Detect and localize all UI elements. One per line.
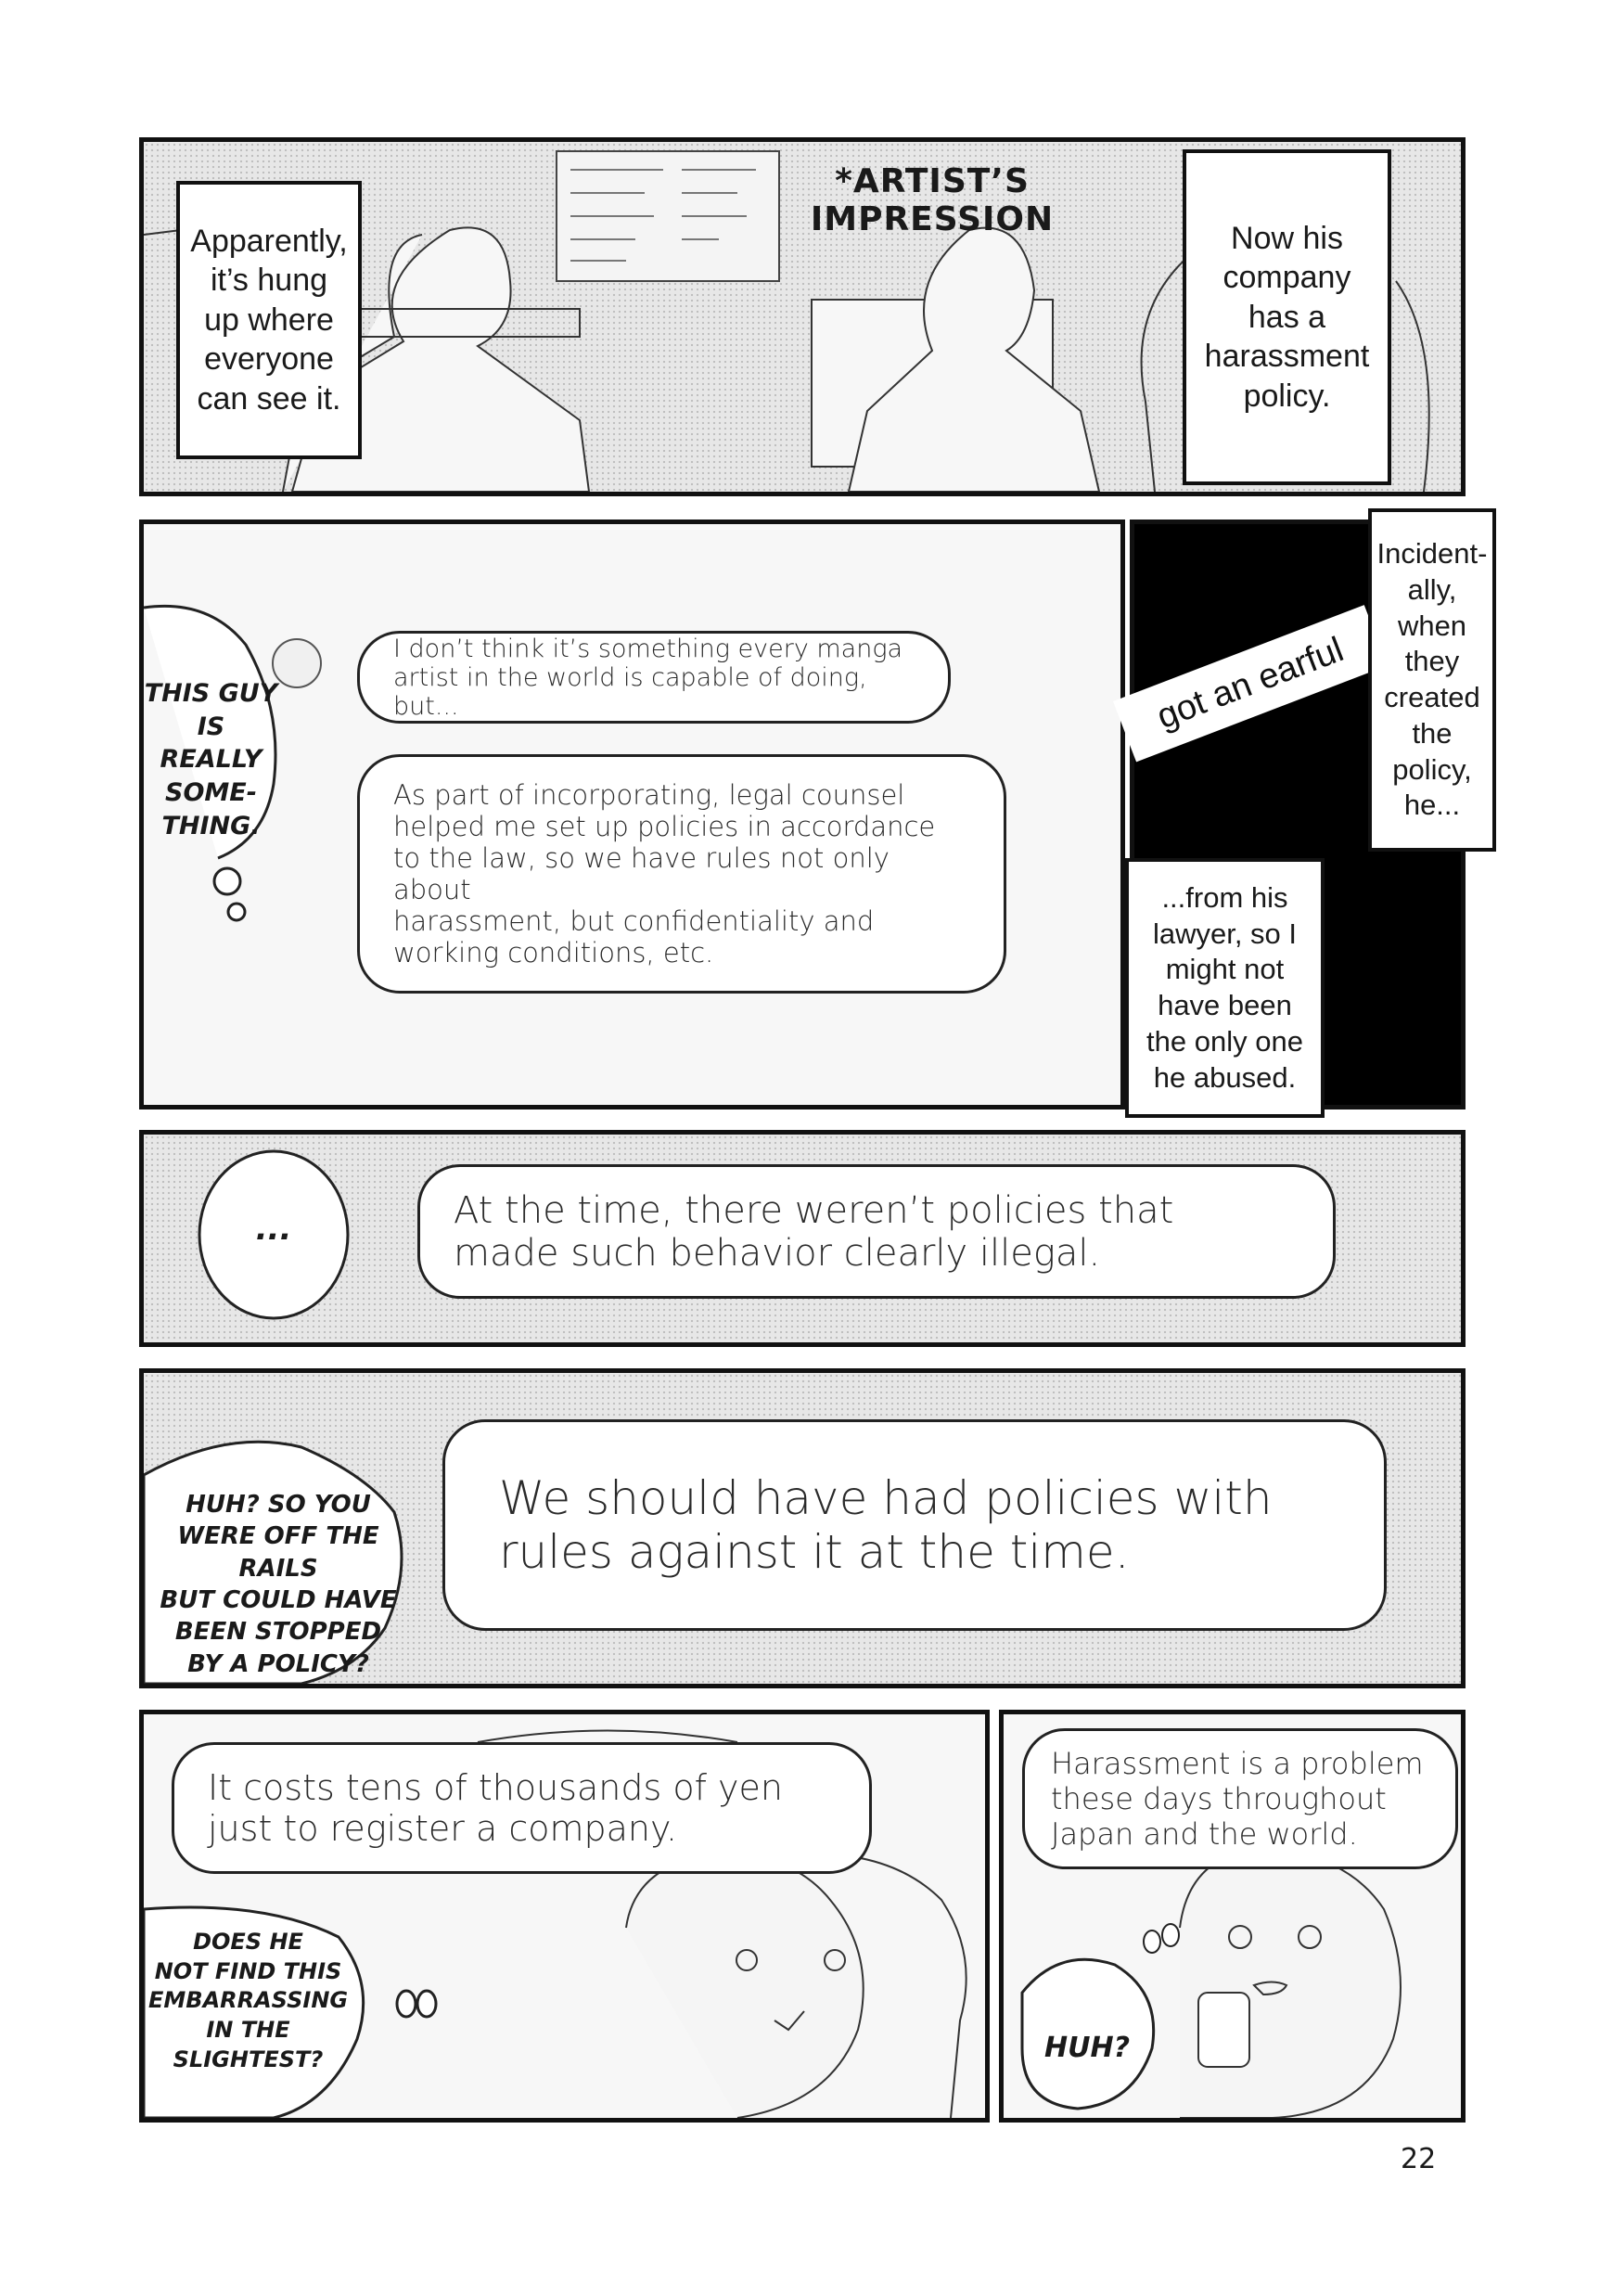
thought-huh: HUH? — [1044, 2032, 1130, 2064]
speech-bubble-harassment-problem — [1022, 1728, 1458, 1869]
panel-6 — [139, 1710, 990, 2123]
panel-2 — [139, 519, 1125, 1110]
thought-embarrassing: DOES HE NOT FIND THIS EMBARRASSING IN THE SLIGHTEST? — [148, 1929, 349, 2072]
thought-really-something: THIS GUY IS REALLY SOME- THING. — [144, 679, 278, 840]
artists-impression-title: *ARTIST’S IMPRESSION — [810, 162, 1055, 239]
speech-bubble-no-policies — [417, 1164, 1336, 1299]
panel-7 — [999, 1710, 1466, 2123]
speech-should-have-had-policies-text: We should have had policies with rules against it at the time. — [499, 1471, 1273, 1579]
caption-harassment-policy-text: Now his company has a harassment policy. — [1204, 220, 1370, 414]
speech-bubble-should-have-had-policies — [442, 1419, 1387, 1631]
speech-bubble-incorporating — [357, 754, 1006, 994]
caption-from-his-lawyer — [1125, 858, 1325, 1118]
caption-harassment-policy — [1183, 149, 1391, 485]
caption-hung-up — [176, 181, 362, 459]
speech-every-manga-artist-text: I don’t think it’s something every manga artist in the world is capable of doing, but... — [393, 634, 903, 721]
caption-from-his-lawyer-text: ...from his lawyer, so I might not have been the only one he abused. — [1146, 880, 1303, 1094]
caption-incidentally — [1368, 508, 1496, 852]
speech-no-policies-text: At the time, there weren’t policies that made such behavior clearly illegal. — [454, 1188, 1174, 1275]
caption-hung-up-text: Apparently, it’s hung up where everyone can see it. — [190, 223, 348, 417]
page-number: 22 — [1401, 2143, 1437, 2175]
speech-bubble-register-company — [172, 1742, 872, 1874]
got-an-earful-band: got an earful — [1113, 605, 1388, 762]
thought-ellipsis: ... — [255, 1211, 292, 1248]
thought-off-the-rails: HUH? SO YOU WERE OFF THE RAILS BUT COULD HAVE BEEN STOPPED BY A POLICY? — [160, 1491, 397, 1678]
panel-5 — [139, 1368, 1466, 1688]
speech-register-company-text: It costs tens of thousands of yen just to register a company. — [208, 1767, 783, 1849]
speech-incorporating-text: As part of incorporating, legal counsel helped me set up policies in accordance to the law, so we have rules not only about harassment, but confidentiality and working conditions, etc. — [393, 779, 936, 968]
speech-bubble-every-manga-artist — [357, 631, 951, 724]
panel-4 — [139, 1130, 1466, 1347]
speech-harassment-problem-text: Harassment is a problem these days throughout Japan and the world. — [1051, 1746, 1424, 1852]
panel-1 — [139, 137, 1466, 496]
caption-incidentally-text: Incident- ally, when they created the policy, he... — [1376, 537, 1488, 822]
